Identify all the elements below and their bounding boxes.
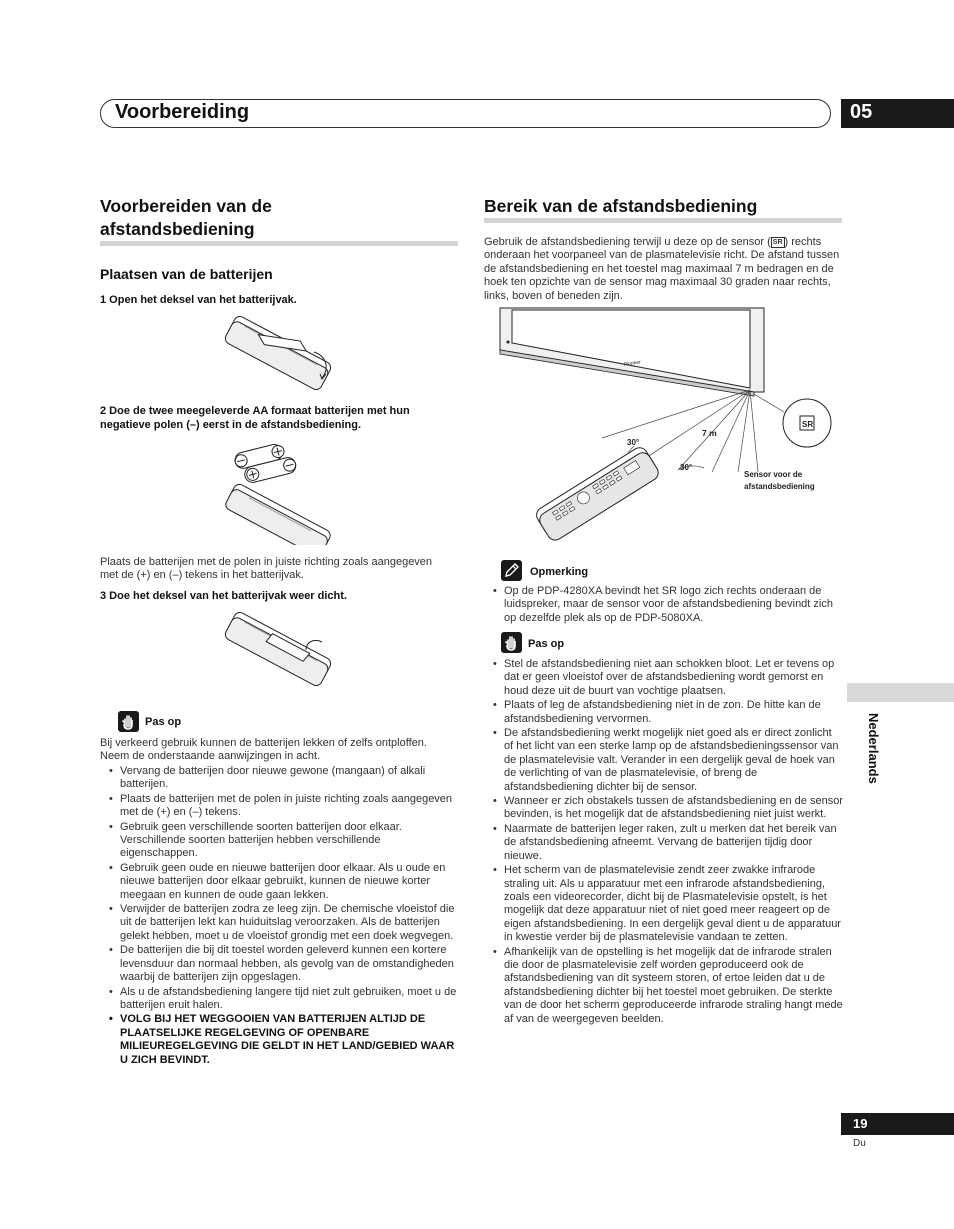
caution-hand-icon: [501, 632, 522, 653]
polarity-line1: Plaats de batterijen met de polen in juiste richting zoals aangegeven: [100, 556, 433, 568]
sensor-label-line2: afstandsbediening: [744, 482, 815, 491]
range-intro-before: Gebruik de afstandsbediening terwijl u deze op de sensor (: [484, 236, 771, 248]
list-item: • Afhankelijk van de opstelling is het mogelijk dat de infrarode stralen die door de plasmatelevisie zelf worden geproduceerd ook de afstandsbediening van dit systeem storen, of ertoe leiden dat u de afstandsbediening dichter bij het toestel moet gebruiken. De sterkte van de door het scherm geproduceerde infrarode straling hangt mede af van de weergegeven beelden.: [493, 946, 843, 1026]
step-2-line1: 2 Doe de twee meegeleverde AA formaat batterijen met hun: [100, 405, 410, 417]
right-section-heading: Bereik van de afstandsbediening: [484, 196, 758, 216]
left-caution-list: [109, 765, 459, 1068]
remote-range-diagram: [484, 306, 844, 550]
list-item: • Als u de afstandsbediening langere tijd niet zult gebruiken, moet u de batterijen eruit halen.: [109, 986, 459, 1013]
angle-label-top: 30°: [627, 438, 640, 447]
left-heading-line2: afstandsbediening: [100, 219, 255, 239]
polarity-note: [100, 556, 460, 583]
left-caution-intro-line1: Bij verkeerd gebruik kunnen de batterijen lekken of zelfs ontploffen.: [100, 737, 427, 749]
sr-symbol-icon: SR: [772, 238, 783, 246]
language-code: Du: [853, 1138, 866, 1149]
right-heading-rule: [484, 218, 842, 223]
language-tab: [847, 683, 954, 702]
list-item: • Het scherm van de plasmatelevisie zendt zeer zwakke infrarode straling uit. Als u apparatuur met een infrarode afstandsbediening, zoals een videorecorder, dicht bij de Plasmatelevisie opstelt, is het mogelijk dat deze apparatuur niet of niet goed meer reageert op de eigen afstandsbediening. In een dergelijk geval dient u de apparatuur in kwestie verder bij de plasmatelevisie vandaan te zetten.: [493, 864, 843, 944]
sr-badge-icon: SR: [802, 420, 814, 429]
list-item: • Plaats de batterijen met de polen in juiste richting zoals aangegeven met de (+) en (–) tekens.: [109, 793, 459, 820]
list-item: • Verwijder de batterijen zodra ze leeg zijn. De chemische vloeistof die uit de batterijen lekt kan huiduitslag veroorzaken. Als de batterijen gelekt hebben, moet u de vloeistof grondig met een doek wegvegen.: [109, 903, 459, 943]
left-caution-intro-line2: Neem de onderstaande aanwijzingen in acht.: [100, 750, 321, 763]
step-1: 1 Open het deksel van het batterijvak.: [100, 294, 297, 306]
list-item: • Vervang de batterijen door nieuwe gewone (mangaan) of alkali batterijen.: [109, 765, 459, 792]
note-pencil-icon: [501, 560, 522, 581]
sensor-label-line1: Sensor voor de: [744, 470, 803, 479]
list-item: • Naarmate de batterijen leger raken, zult u merken dat het bereik van de afstandsbediening afneemt. Vervang de batterijen tijdig door nieuwe.: [493, 823, 843, 863]
step-3: 3 Doe het deksel van het batterijvak weer dicht.: [100, 590, 347, 602]
battery-insert-illustration: [222, 440, 334, 545]
language-tab-label: Nederlands: [866, 713, 881, 784]
list-item: • De afstandsbediening werkt mogelijk niet goed als er direct zonlicht of het licht van een sterke lamp op de afstandsbedieningssensor van de plasmatelevisie valt. Verander in een dergelijk geval de hoek van de verlichting of van de plasmatelevisie, of breng de afstandsbediening dichter bij de sensor.: [493, 727, 843, 794]
list-item: • VOLG BIJ HET WEGGOOIEN VAN BATTERIJEN ALTIJD DE PLAATSELIJKE REGELGEVING OF OPENBARE MILIEUREGELGEVING DIE GELDT IN HET LAND/GEBIED WAAR U ZICH BEVINDT.: [109, 1013, 459, 1067]
note-list: [493, 585, 843, 626]
polarity-line2: met de (+) en (–) tekens in het batterijvak.: [100, 569, 304, 582]
remote-open-cover-illustration: [222, 312, 334, 394]
range-intro: [484, 236, 842, 303]
left-heading-rule: [100, 241, 458, 246]
right-caution-list: [493, 658, 843, 1027]
battery-subheading: Plaatsen van de batterijen: [100, 266, 273, 282]
page-title: Voorbereiding: [115, 101, 250, 123]
list-item: • Stel de afstandsbediening niet aan schokken bloot. Let er tevens op dat er geen vloeistof over de afstandsbediening wordt gemorst en houd deze uit de buurt van vochtige plaatsen.: [493, 658, 843, 698]
left-heading-line1: Voorbereiden van de: [100, 196, 272, 216]
angle-label-right: 30°: [680, 463, 693, 472]
page-number: 19: [853, 1116, 868, 1131]
list-item: • Gebruik geen verschillende soorten batterijen door elkaar. Verschillende soorten batterijen hebben verschillende eigenschappen.: [109, 821, 459, 861]
list-item: • Gebruik geen oude en nieuwe batterijen door elkaar. Als u oude en nieuwe batterijen door elkaar gebruikt, kunnen de nieuwe korter meegaan en kunnen de oude gaan lekken.: [109, 862, 459, 902]
step-2: [100, 404, 460, 432]
list-item: • Plaats of leg de afstandsbediening niet in de zon. De hitte kan de afstandsbediening vervormen.: [493, 699, 843, 726]
list-item: • De batterijen die bij dit toestel worden geleverd kunnen een kortere levensduur dan normaal hebben, als gevolg van de omstandigheden waarbij de batterijen zijn opgeslagen.: [109, 944, 459, 984]
note-label: Opmerking: [530, 566, 589, 578]
chapter-number: 05: [850, 101, 873, 123]
remote-close-cover-illustration: [222, 608, 334, 690]
step-2-line2: negatieve polen (–) eerst in de afstandsbediening.: [100, 419, 362, 431]
left-caution-label: Pas op: [145, 716, 182, 728]
left-caution-intro: [100, 737, 460, 764]
list-item: • Op de PDP-4280XA bevindt het SR logo zich rechts onderaan de luidspreker, maar de sensor voor de afstandsbediening bevindt zich op dezelfde plek als op de PDP-5080XA.: [493, 585, 843, 625]
distance-label: 7 m: [702, 428, 717, 438]
right-caution-label: Pas op: [528, 638, 565, 650]
caution-hand-icon: [118, 711, 139, 732]
tv-brand-label: Pioneer: [623, 359, 642, 368]
list-item: • Wanneer er zich obstakels tussen de afstandsbediening en de sensor bevinden, is het mogelijk dat de afstandsbediening niet juist werkt.: [493, 795, 843, 822]
left-section-heading: [100, 195, 272, 241]
range-intro-after: ) rechts onderaan het voorpaneel van de plasmatelevisie richt. De afstand tussen de afstandsbediening en het toestel mag maximaal 7 m bedragen en de hoek ten opzichte van de sensor mag maximaal 30 graden naar rechts, links, boven of beneden zijn.: [484, 236, 840, 302]
